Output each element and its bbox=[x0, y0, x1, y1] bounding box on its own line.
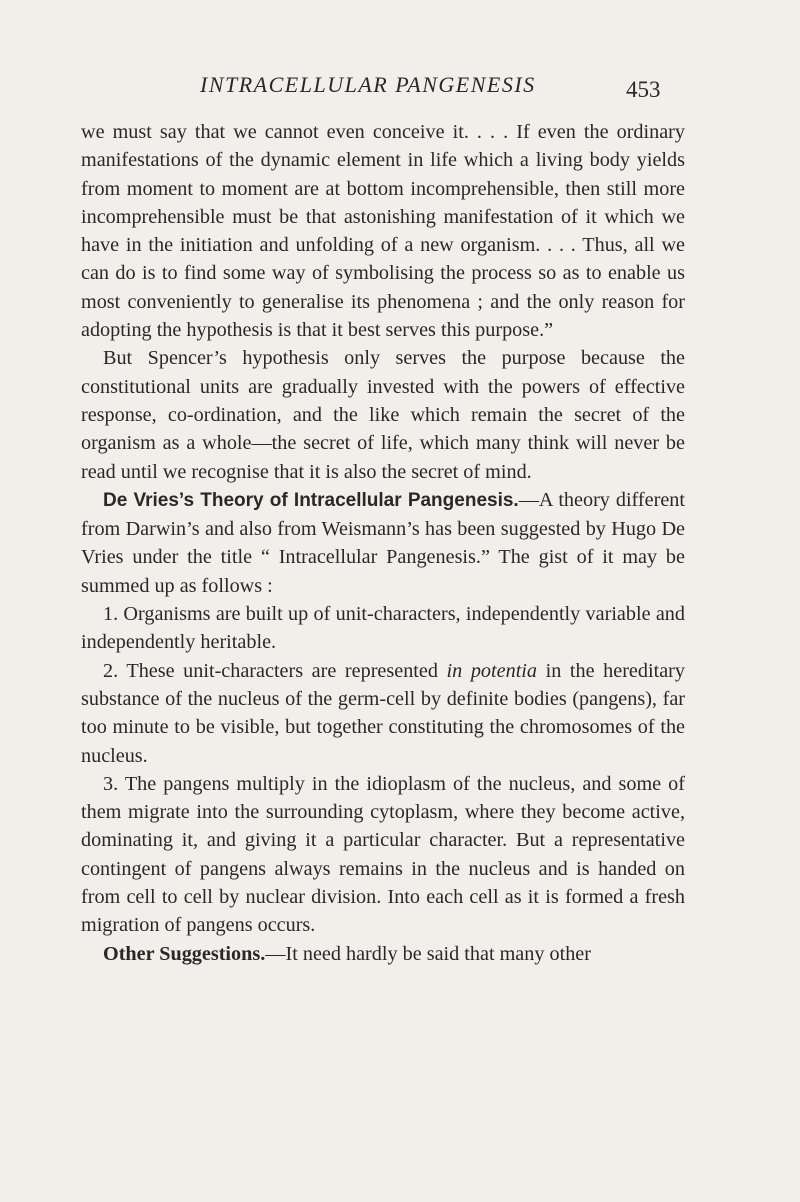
section-heading-other-suggestions: Other Suggestions. bbox=[103, 942, 266, 965]
section-heading-de-vries: De Vries’s Theory of Intracellular Pangenesis. bbox=[103, 489, 519, 511]
paragraph-continued-quote: we must say that we cannot even conceive it. . . . If even the ordinary manifestations of the dynamic element in life which a living body yields from moment to moment are at bottom incomprehensible, then still more incomprehensible must be that astonishing manifestation of it which we have in the initiation and unfolding of a new organism. . . . Thus, all we can do is to find some way of symbolising the process so as to enable us most conveniently to generalise its phenomena ; and the only reason for adopting the hypothesis is that it best serves this purpose.” bbox=[81, 121, 685, 342]
list-item-1: 1. Organisms are built up of unit-characters, independently variable and independently heritable. bbox=[81, 603, 685, 654]
other-suggestions-text: —It need hardly be said that many other bbox=[265, 942, 591, 965]
list-item-2-text-start: 2. These unit-characters are represented bbox=[103, 659, 447, 682]
paragraph-other-suggestions bbox=[81, 940, 685, 968]
paragraph-de-vries bbox=[81, 486, 685, 600]
list-item-2-text-end: in the hereditary substance of the nucleus of the germ-cell by definite bodies (pangens), far too minute to be visible, but together constituting the chromosomes of the nucleus. bbox=[81, 659, 685, 767]
body-text bbox=[81, 118, 685, 968]
de-vries-intro-text: —A theory different from Darwin’s and also from Weismann’s has been suggested by Hugo De Vries under the title “ Intracellular Pangenesis.” The gist of it may be summed up as follows : bbox=[81, 488, 685, 597]
paragraph-spencer: But Spencer’s hypothesis only serves the purpose because the constitutional units are gradually invested with the powers of effective response, co-ordination, and the like which remain the secret of the organism as a whole—the secret of life, which many think will never be read until we recognise that it is also the secret of mind. bbox=[81, 347, 685, 483]
running-title: INTRACELLULAR PANGENESIS bbox=[200, 72, 536, 97]
list-item-3: 3. The pangens multiply in the idioplasm of the nucleus, and some of them migrate into the surrounding cytoplasm, where they become active, dominating it, and giving it a particular character. But a representative contingent of pangens always remains in the nucleus and is handed on from cell to cell by nuclear division. Into each cell as it is formed a fresh migration of pangens occurs. bbox=[81, 772, 685, 937]
running-head bbox=[0, 70, 800, 106]
page-number: 453 bbox=[626, 77, 661, 102]
list-item-2-italic: in potentia bbox=[446, 659, 538, 682]
list-item-2 bbox=[81, 657, 685, 770]
